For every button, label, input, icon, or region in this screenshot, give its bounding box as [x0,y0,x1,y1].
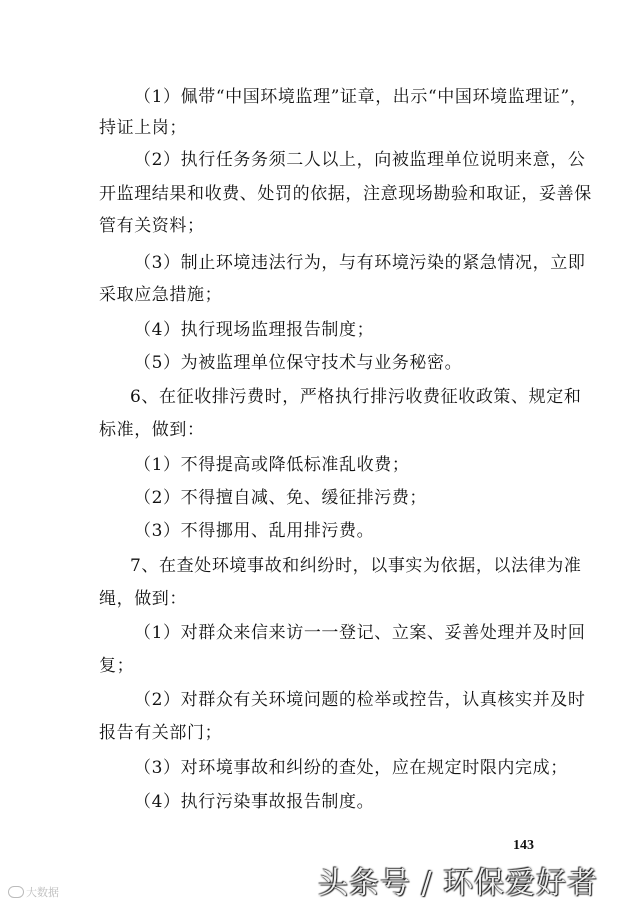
paragraph-line: （2）执行任务务须二人以上，向被监理单位说明来意，公 [134,150,586,170]
paragraph-line: （3）制止环境违法行为，与有环境污染的紧急情况，立即 [134,253,586,273]
paragraph-line: 开监理结果和收费、处罚的依据，注意现场勘验和取证，妥善保 [99,184,592,204]
paragraph-line: 7、在查处环境事故和纠纷时，以事实为依据，以法律为准 [130,556,582,576]
paragraph-line: （1）对群众来信来访一一登记、立案、妥善处理并及时回 [134,623,586,643]
paragraph-line: 6、在征收排污费时，严格执行排污收费征收政策、规定和 [130,387,582,407]
page-number: 143 [513,838,534,853]
paragraph-line: 报告有关部门； [99,723,223,743]
corner-watermark: 大数据 [26,886,59,899]
paragraph-line: 采取应急措施； [99,285,223,305]
paragraph-line: 持证上岗； [99,118,187,138]
paragraph-line: （1）不得提高或降低标准乱收费； [134,455,410,475]
paragraph-line: （2）对群众有关环境问题的检举或控告，认真核实并及时 [134,690,586,710]
paragraph-line: （4）执行现场监理报告制度； [134,320,375,340]
paragraph-line: 管有关资料； [99,216,205,236]
paragraph-line: （4）执行污染事故报告制度。 [134,792,375,812]
paragraph-line: 绳，做到： [99,589,187,609]
paragraph-line: （2）不得擅自减、免、缓征排污费； [134,488,428,508]
paragraph-line: （1）佩带“中国环境监理”证章，出示“中国环境监理证”， [134,87,588,107]
watermark: 头条号 / 环保爱好者 [318,866,599,901]
paragraph-line: （3）不得挪用、乱用排污费。 [134,521,375,541]
paragraph-line: 标准，做到： [99,420,205,440]
paragraph-line: （5）为被监理单位保守技术与业务秘密。 [134,353,463,373]
paragraph-line: （3）对环境事故和纠纷的查处，应在规定时限内完成； [134,758,568,778]
watermark-icon [8,886,24,898]
paragraph-line: 复； [99,656,135,676]
